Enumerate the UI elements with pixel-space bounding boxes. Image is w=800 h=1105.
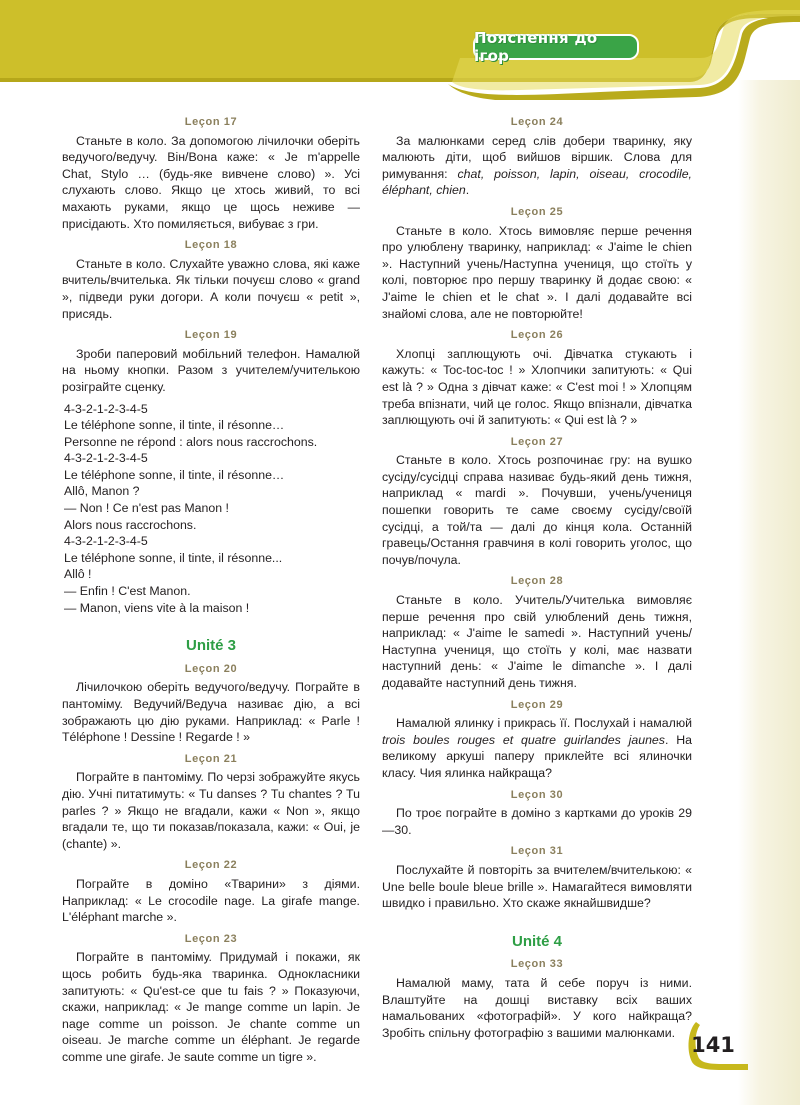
verse-line: 4-3-2-1-2-3-4-5 xyxy=(64,401,148,416)
verse-line: Alors nous raccrochons. xyxy=(64,517,197,532)
rhyme-words: chat, poisson, lapin, oiseau, crocodile, éléphant, chien xyxy=(382,166,692,198)
lesson-text: По троє пограйте в доміно з картками до уроків 29—30. xyxy=(382,806,692,837)
lesson-23 xyxy=(62,931,360,1066)
unit-heading: Unité 3 xyxy=(185,637,236,655)
lesson-text: Лічилочкою оберіть ведучого/ведучу. Пограйте в пантоміму. Ведучий/Ведуча називає дію, а всі зображають цю дію руками. Наприклад: « Parle ! Téléphone ! Dessine ! Regarde ! » xyxy=(62,680,360,745)
lesson-title: Leçon 20 xyxy=(184,662,238,675)
lesson-title: Leçon 22 xyxy=(184,859,238,872)
lesson-title: Leçon 18 xyxy=(184,239,238,252)
lesson-24 xyxy=(382,114,692,199)
verse-line: Personne ne répond : alors nous raccrochons. xyxy=(64,434,318,449)
lesson-text-part: За малюнками серед слів добери тваринку, яку малюють діти, щоб вийшов віршик. Слова для римування: xyxy=(382,133,692,181)
lesson-text xyxy=(382,715,692,781)
lesson-17 xyxy=(62,114,360,232)
lesson-title: Leçon 17 xyxy=(184,116,238,128)
lesson-title: Leçon 31 xyxy=(510,845,564,858)
lesson-title: Leçon 28 xyxy=(510,575,564,588)
lesson-text: Пограйте в пантоміму. По черзі зображуйте якусь дію. Учні питатимуть: « Tu danses ? Tu chantes ? Tu parles ? » Якщо не вгадали, кажи « Non », якщо вгадали те, що ти показав/показала, кажи: « Oui, je (chante) ». xyxy=(62,770,360,851)
lesson-28 xyxy=(382,573,692,691)
dialogue-verse xyxy=(62,401,360,617)
lesson-title: Leçon 30 xyxy=(510,788,564,801)
verse-line: — Non ! Ce n'est pas Manon ! xyxy=(64,501,229,516)
lesson-29 xyxy=(382,697,692,782)
unit-heading: Unité 4 xyxy=(511,932,562,950)
lesson-title: Leçon 25 xyxy=(510,205,564,218)
verse-line: 4-3-2-1-2-3-4-5 xyxy=(64,451,148,466)
page-edge-strip xyxy=(738,80,800,1105)
lesson-text: Пограйте в пантоміму. Придумай і покажи, як щось робить будь-яка тваринка. Однокласники запитують: « Qu'est-ce que tu fais ? » Показуючи, скажи, наприклад: « Je mange comme un lapin. Je nage comme un poisson. Je chante comme un oiseau. Je marche comme un éléphant. Je regarde comme une girafe. Je saute comme un tigre ». xyxy=(62,950,360,1064)
right-column xyxy=(382,114,692,1046)
lesson-22 xyxy=(62,857,360,925)
verse-line: — Enfin ! C'est Manon. xyxy=(64,584,191,599)
page-number: 141 xyxy=(691,1033,735,1057)
verse-line: — Manon, viens vite à la maison ! xyxy=(64,600,250,615)
lesson-text-part: . xyxy=(465,183,470,198)
lesson-text-part: Намалюй ялинку і прикрась її. Послухай і намалюй xyxy=(396,716,692,731)
lesson-text: Послухайте й повторіть за вчителем/вчителькою: « Une belle boule bleue brille ». Намагайтеся вимовляти швидко і правильно. Хто скаже якнайшвидше? xyxy=(382,862,692,911)
lesson-text: Намалюй маму, тата й себе поруч із ними. Влаштуйте на дошці виставку всіх ваших намальованих «фотографій». У кого найкраща? Зробіть спільну фотографію з вашими малюнками. xyxy=(382,975,692,1040)
lesson-31 xyxy=(382,843,692,911)
verse-line: Le téléphone sonne, il tinte, il résonne… xyxy=(64,467,285,482)
lesson-title: Leçon 29 xyxy=(510,698,564,711)
lesson-text xyxy=(382,133,692,199)
lesson-text-part: . На великому аркуші паперу приклейте всі ялиночки класу. Чия ялинка найкраща? xyxy=(382,732,693,780)
verse-line: Allô, Manon ? xyxy=(64,484,140,499)
italic-phrase: trois boules rouges et quatre guirlandes jaunes xyxy=(382,732,665,747)
lesson-text: Станьте в коло. Хтось вимовляє перше речення про улюблену тваринку, наприклад: « J'aime le chien ». Наступний учень/Наступна учениця, що стоїть у колі, повторює про першу тваринку й додає свою: « J'aime le chien et le chat ». І далі додавайте всі знайомі слова, але не повторюйте! xyxy=(382,223,692,321)
lesson-19 xyxy=(62,327,360,616)
lesson-text: Станьте в коло. Хтось розпочинає гру: на вушко сусіду/сусідці справа називає будь-який день тижня, наприклад « mardi ». Почувши, учень/учениця пошепки говорить те саме своєму сусіду/своїй сусідці, а той/та — далі до кінця кола. Останній гравець/Остання гравчиня в колі говорить уголос, що почув/почула. xyxy=(382,453,692,567)
lesson-30 xyxy=(382,787,692,839)
verse-line: Le téléphone sonne, il tinte, il résonne… xyxy=(64,418,285,433)
lesson-title: Leçon 33 xyxy=(510,958,564,971)
lesson-title: Leçon 19 xyxy=(184,329,238,342)
left-column xyxy=(62,114,360,1070)
lesson-text: Пограйте в доміно «Тварини» з діями. Наприклад: « Le crocodile nage. La girafe mange. L'éléphant marche ». xyxy=(62,876,360,925)
lesson-text: Зроби паперовий мобільний телефон. Намалюй на ньому кнопки. Разом з учителем/учителькою розіграйте сценку. xyxy=(62,346,360,394)
lesson-title: Leçon 24 xyxy=(510,116,564,128)
lesson-title: Leçon 26 xyxy=(510,329,564,342)
verse-line: 4-3-2-1-2-3-4-5 xyxy=(64,534,148,549)
header-banner xyxy=(0,0,800,100)
lesson-20 xyxy=(62,661,360,746)
lesson-text: Станьте в коло. За допомогою лічилочки оберіть ведучого/ведучу. Він/Вона каже: « Je m'appelle Chat, Stylo … (будь-яке вивчене слово) ». Усі слухають слово. Якщо це хтось живий, то всі махають руками, якщо це щось неживе — присідають. Хто помиляється, вибуває з гри. xyxy=(62,133,360,231)
lesson-27 xyxy=(382,434,692,569)
lesson-text: Станьте в коло. Слухайте уважно слова, які каже вчитель/вчителька. Як тільки почуєш слово « grand », підведи руки догори. А коли почуєш « petit », присядь. xyxy=(62,256,360,321)
lesson-25 xyxy=(382,204,692,322)
lesson-title: Leçon 21 xyxy=(184,752,238,765)
lesson-text: Хлопці заплющують очі. Дівчатка стукають і кажуть: « Toc-toc-toc ! » Хлопчики запитують: « Qui est là ? » Одна з дівчат каже: « C'est moi ! » Хлопцям треба впізнати, чий це голос. Якщо впізнали, дівчатка заплющують очі й запитують: « Qui est là ? » xyxy=(382,346,692,428)
lesson-33 xyxy=(382,956,692,1041)
header-title: Пояснення до ігор xyxy=(474,29,598,65)
lesson-18 xyxy=(62,237,360,322)
lesson-26 xyxy=(382,327,692,429)
lesson-21 xyxy=(62,751,360,853)
verse-line: Le téléphone sonne, il tinte, il résonne... xyxy=(64,550,283,565)
lesson-title: Leçon 23 xyxy=(184,932,238,945)
verse-line: Allô ! xyxy=(64,567,92,582)
lesson-title: Leçon 27 xyxy=(510,435,564,448)
lesson-text: Станьте в коло. Учитель/Учителька вимовляє перше речення про свій улюблений день тижня, наприклад: « J'aime le samedi ». Наступний учень/Наступна учениця, що стоїть у колі, має назвати наступний день: « J'aime le dimanche ». І далі додавайте наступний день тижня. xyxy=(382,593,692,690)
